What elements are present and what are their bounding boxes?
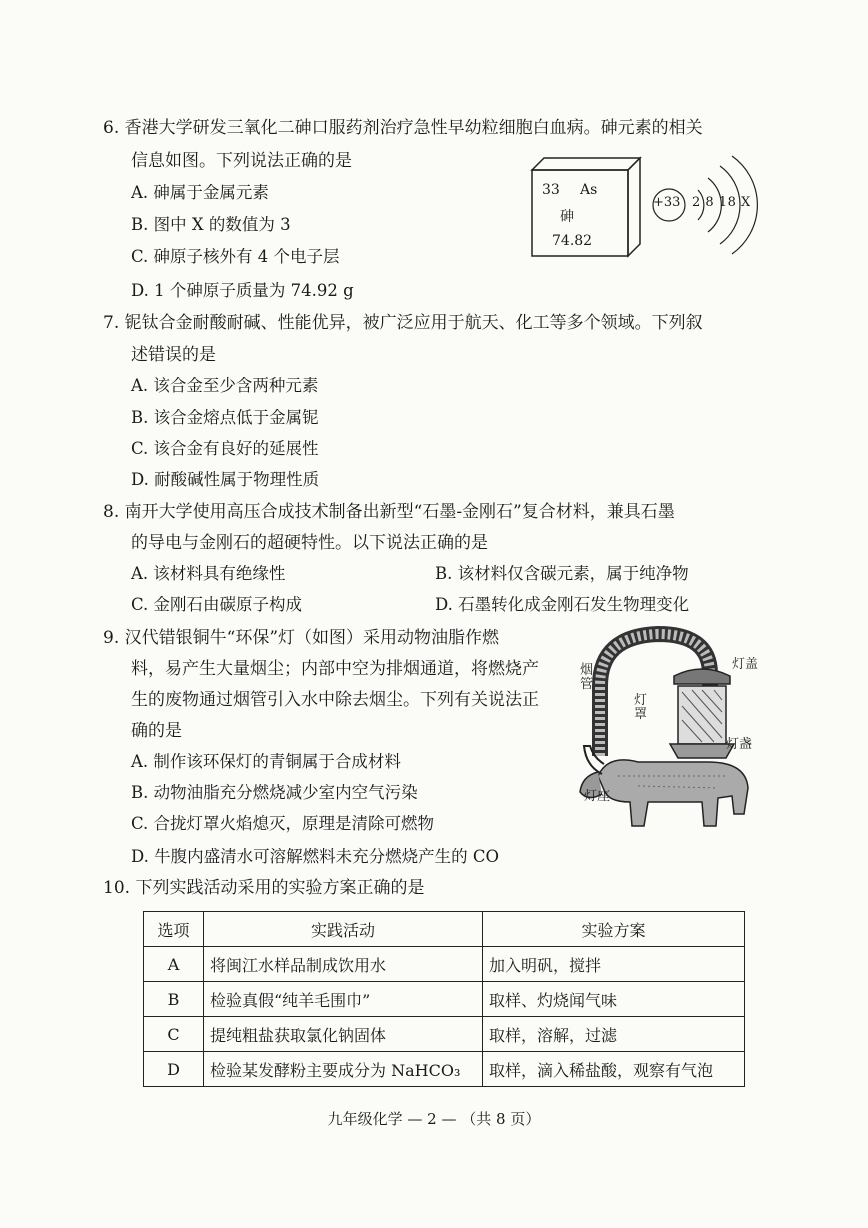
q8-stem-line1: 8. 南开大学使用高压合成技术制备出新型“石墨-金刚石”复合材料，兼具石墨: [103, 502, 675, 522]
bronze-ox-lamp-illustration: [578, 626, 758, 836]
q7-option-b: B. 该合金熔点低于金属铌: [131, 408, 319, 427]
q7-option-d: D. 耐酸碱性属于物理性质: [131, 470, 320, 489]
q6-stem-line2: 信息如图。下列说法正确的是: [131, 151, 352, 171]
q8-option-a: A. 该材料具有绝缘性: [131, 564, 286, 583]
label-lamp-shade: 灯罩: [634, 693, 648, 722]
table-cell-plan: 加入明矾，搅拌: [483, 947, 745, 982]
table-row: [144, 1052, 745, 1087]
table-row: [144, 1017, 745, 1052]
table-cell-activity: 将闽江水样品制成饮用水: [204, 947, 483, 982]
label-lamp-lid: 灯盖: [732, 657, 759, 672]
q6-option-d: D. 1 个砷原子质量为 74.92 g: [131, 281, 354, 300]
atom-nucleus-charge: +33: [653, 195, 681, 210]
table-cell-plan: 取样、灼烧闻气味: [483, 982, 745, 1017]
q8-option-c: C. 金刚石由碳原子构成: [131, 595, 303, 614]
q8-option-b: B. 该材料仅含碳元素，属于纯净物: [435, 564, 689, 583]
table-row: [144, 982, 745, 1017]
q8-option-d: D. 石墨转化成金刚石发生物理变化: [435, 595, 690, 614]
element-atomic-mass: 74.82: [552, 233, 593, 249]
label-lamp-base: 灯座: [584, 789, 611, 804]
table-cell-activity: 检验真假“纯羊毛围巾”: [204, 982, 483, 1017]
q7-stem-line1: 7. 铌钛合金耐酸耐碱、性能优异，被广泛应用于航天、化工等多个领域。下列叙: [103, 313, 703, 333]
q7-option-c: C. 该合金有良好的延展性: [131, 439, 319, 458]
atom-electron-shells: 2 8 18 X: [692, 195, 751, 210]
q7-stem-line2: 述错误的是: [131, 345, 216, 365]
table-header-option: 选项: [144, 912, 204, 947]
q7-option-a: A. 该合金至少含两种元素: [131, 376, 319, 395]
q10-stem: 10. 下列实践活动采用的实验方案正确的是: [103, 878, 425, 898]
table-cell-activity: 检验某发酵粉主要成分为 NaHCO₃: [204, 1052, 483, 1087]
table-cell-option: C: [144, 1017, 204, 1052]
q9-stem-line2: 料，易产生大量烟尘；内部中空为排烟通道，将燃烧产: [131, 659, 539, 679]
table-cell-activity: 提纯粗盐获取氯化钠固体: [204, 1017, 483, 1052]
table-header-plan: 实验方案: [483, 912, 745, 947]
element-atomic-number: 33: [542, 182, 560, 198]
table-cell-plan: 取样，溶解，过滤: [483, 1017, 745, 1052]
page-footer: 九年级化学 — 2 — （共 8 页）: [327, 1110, 541, 1128]
q9-stem-line3: 生的废物通过烟管引入水中除去烟尘。下列有关说法正: [131, 690, 539, 710]
table-cell-option: D: [144, 1052, 204, 1087]
q9-option-a: A. 制作该环保灯的青铜属于合成材料: [131, 752, 401, 771]
atom-structure-diagram: [650, 150, 760, 260]
table-cell-option: B: [144, 982, 204, 1017]
q8-stem-line2: 的导电与金刚石的超硬特性。以下说法正确的是: [131, 533, 488, 553]
table-header-row: [144, 912, 745, 947]
q9-option-c: C. 合拢灯罩火焰熄灭，原理是清除可燃物: [131, 814, 435, 833]
q6-option-a: A. 砷属于金属元素: [131, 183, 269, 202]
q9-stem-line1: 9. 汉代错银铜牛“环保”灯（如图）采用动物油脂作燃: [103, 628, 500, 648]
q9-option-b: B. 动物油脂充分燃烧减少室内空气污染: [131, 783, 418, 802]
element-symbol: As: [580, 182, 598, 198]
lamp-drawing: [578, 626, 758, 836]
q9-option-d: D. 牛腹内盛清水可溶解燃料未充分燃烧产生的 CO: [131, 847, 500, 866]
q6-option-c: C. 砷原子核外有 4 个电子层: [131, 247, 340, 266]
label-smoke-pipe: 烟管: [580, 663, 594, 692]
table-cell-plan: 取样，滴入稀盐酸，观察有气泡: [483, 1052, 745, 1087]
q10-table: [143, 911, 745, 1087]
table-cell-option: A: [144, 947, 204, 982]
q6-option-b: B. 图中 X 的数值为 3: [131, 215, 291, 234]
table-row: [144, 947, 745, 982]
table-header-activity: 实践活动: [204, 912, 483, 947]
q9-stem-line4: 确的是: [131, 721, 182, 741]
label-lamp-dish: 灯盏: [726, 737, 753, 752]
q6-stem-line1: 6. 香港大学研发三氧化二砷口服药剂治疗急性早幼粒细胞白血病。砷元素的相关: [103, 118, 703, 138]
element-card: [530, 156, 642, 256]
element-name: 砷: [560, 209, 574, 225]
